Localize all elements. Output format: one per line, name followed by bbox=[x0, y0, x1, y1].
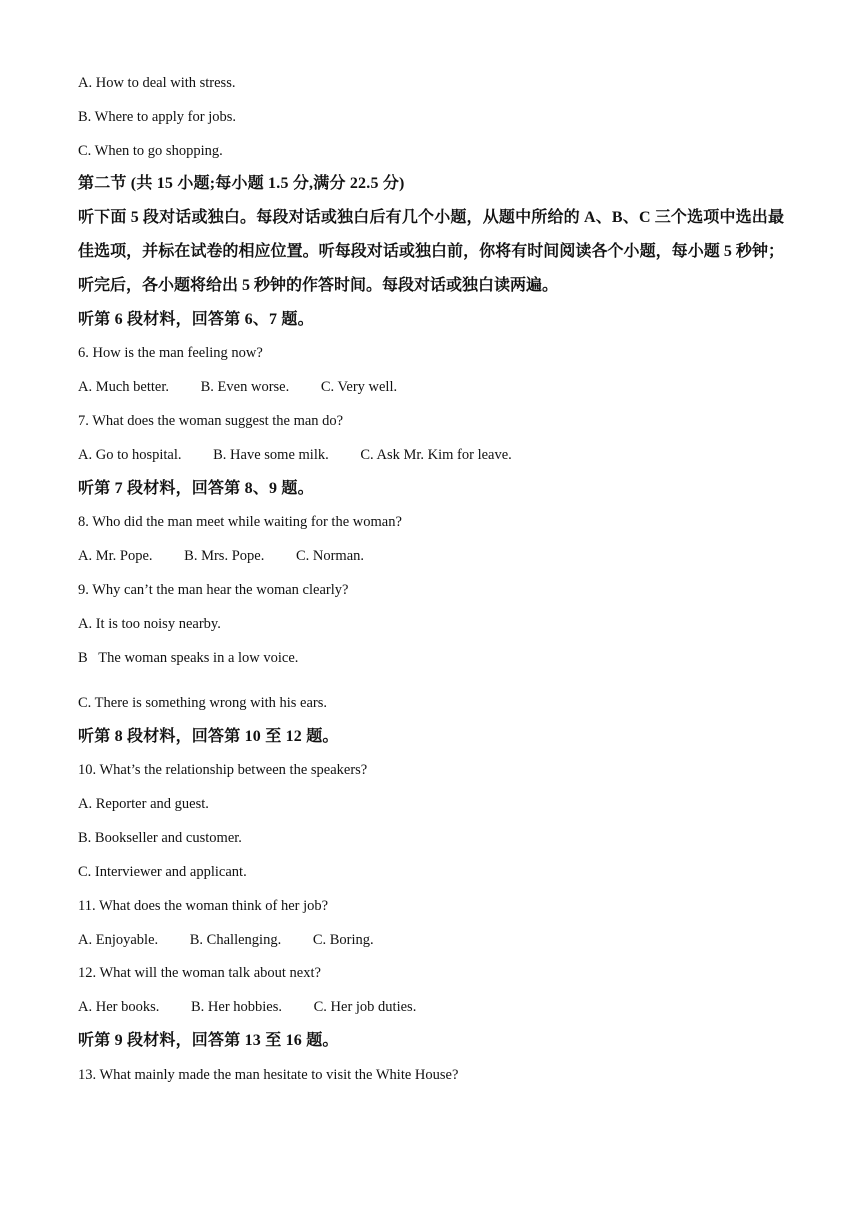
q8-option-a: A. Mr. Pope. bbox=[78, 548, 153, 564]
line-prev-option-b: B. Where to apply for jobs. bbox=[78, 109, 236, 125]
question-8-options bbox=[78, 546, 364, 566]
q10-option-c: C. Interviewer and applicant. bbox=[78, 864, 247, 880]
q10-option-b: B. Bookseller and customer. bbox=[78, 830, 242, 846]
q12-option-c: C. Her job duties. bbox=[313, 999, 417, 1015]
q9-option-b: B The woman speaks in a low voice. bbox=[78, 650, 299, 666]
question-13: 13. What mainly made the man hesitate to visit the White House? bbox=[78, 1067, 459, 1083]
question-6-options bbox=[78, 377, 397, 397]
material-8-heading: 听第 8 段材料，回答第 10 至 12 题。 bbox=[78, 728, 339, 745]
q11-option-c: C. Boring. bbox=[312, 932, 374, 948]
question-8: 8. Who did the man meet while waiting for the woman? bbox=[78, 514, 402, 530]
q12-option-b: B. Her hobbies. bbox=[190, 999, 282, 1015]
question-6: 6. How is the man feeling now? bbox=[78, 345, 263, 361]
question-11: 11. What does the woman think of her job? bbox=[78, 898, 329, 914]
question-7: 7. What does the woman suggest the man do? bbox=[78, 413, 344, 429]
material-6-heading: 听第 6 段材料，回答第 6、7 题。 bbox=[78, 311, 314, 328]
q6-option-c: C. Very well. bbox=[320, 379, 398, 395]
question-10: 10. What’s the relationship between the speakers? bbox=[78, 762, 368, 778]
q7-option-c: C. Ask Mr. Kim for leave. bbox=[360, 447, 512, 463]
q6-option-a: A. Much better. bbox=[78, 379, 170, 395]
question-7-options bbox=[78, 445, 512, 465]
q7-option-a: A. Go to hospital. bbox=[78, 447, 182, 463]
q11-option-b: B. Challenging. bbox=[189, 932, 282, 948]
question-9: 9. Why can’t the man hear the woman clearly? bbox=[78, 582, 349, 598]
line-prev-option-a: A. How to deal with stress. bbox=[78, 75, 236, 91]
material-7-heading: 听第 7 段材料，回答第 8、9 题。 bbox=[78, 480, 314, 497]
q10-option-a: A. Reporter and guest. bbox=[78, 796, 209, 812]
section-2-instructions: 听下面 5 段对话或独白。每段对话或独白后有几个小题，从题中所给的 A、B、C 三个选项中选出最佳选项，并标在试卷的相应位置。听每段对话或独白前，你将有时间阅读各个小题，每小题 5 秒钟；听完后，各小题将给出 5 秒钟的作答时间。每段对话或独白读两遍。 bbox=[78, 209, 784, 294]
question-12-options bbox=[78, 997, 416, 1017]
q12-option-a: A. Her books. bbox=[78, 999, 160, 1015]
material-9-heading: 听第 9 段材料，回答第 13 至 16 题。 bbox=[78, 1032, 339, 1049]
q7-option-b: B. Have some milk. bbox=[213, 447, 329, 463]
section-2-title: 第二节 (共 15 小题;每小题 1.5 分,满分 22.5 分) bbox=[78, 175, 405, 192]
question-12: 12. What will the woman talk about next? bbox=[78, 965, 321, 981]
q9-option-a: A. It is too noisy nearby. bbox=[78, 616, 221, 632]
line-prev-option-c: C. When to go shopping. bbox=[78, 143, 223, 159]
q9-option-c: C. There is something wrong with his ears. bbox=[78, 695, 328, 711]
question-11-options bbox=[78, 930, 374, 950]
q11-option-a: A. Enjoyable. bbox=[78, 932, 159, 948]
q8-option-c: C. Norman. bbox=[295, 548, 365, 564]
q8-option-b: B. Mrs. Pope. bbox=[184, 548, 265, 564]
q6-option-b: B. Even worse. bbox=[200, 379, 290, 395]
